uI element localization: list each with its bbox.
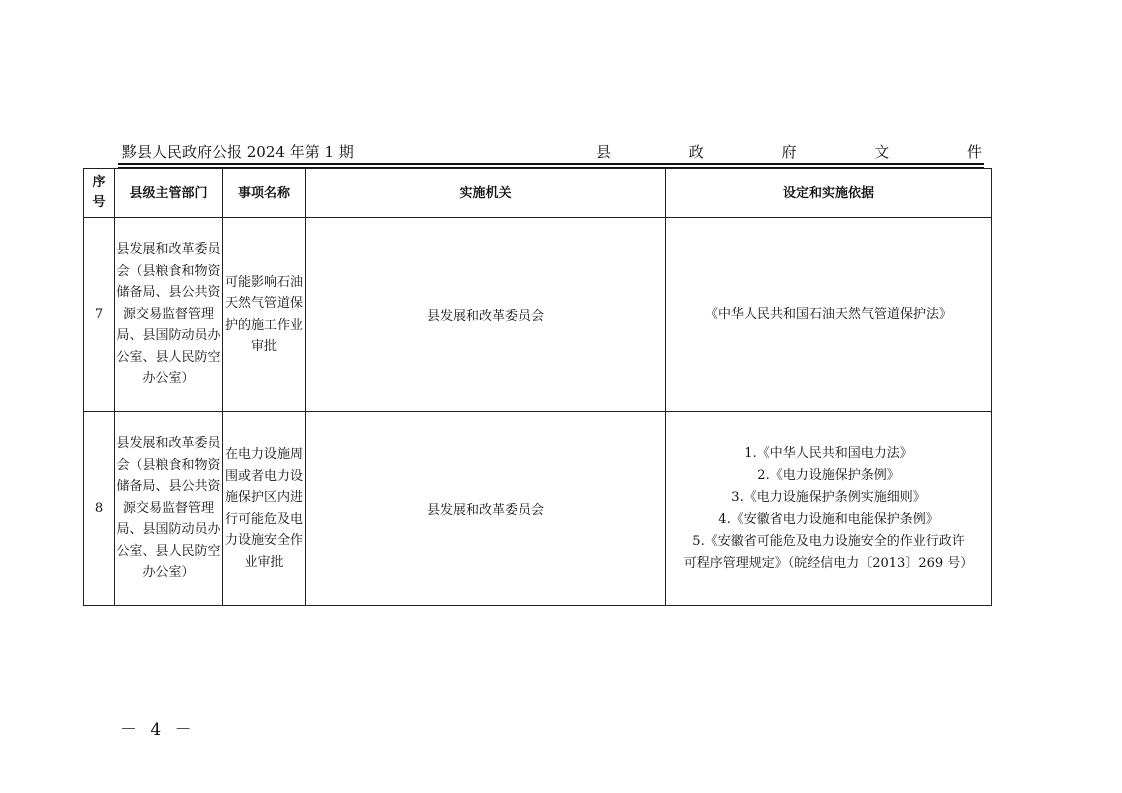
item-name-cell: 在电力设施周围或者电力设施保护区内进行可能危及电力设施安全作业审批 (223, 412, 306, 606)
department-cell: 县发展和改革委员会（县粮食和物资储备局、县公共资源交易监督管理局、县国防动员办公室、县人民防空办公室） (115, 412, 223, 606)
header-char: 件 (966, 143, 982, 161)
table-row (84, 218, 992, 412)
basis-line: 1.《中华人民共和国电力法》 (744, 445, 913, 461)
header-char: 政 (688, 143, 704, 161)
approval-items-table (83, 168, 992, 606)
page-header (118, 142, 984, 164)
header-char: 文 (874, 143, 890, 161)
agency-cell: 县发展和改革委员会 (306, 218, 666, 412)
bulletin-title: 黟县人民政府公报 2024 年第 1 期 (122, 143, 354, 161)
column-header-basis: 设定和实施依据 (666, 169, 992, 218)
basis-line: 3.《电力设施保护条例实施细则》 (731, 489, 926, 505)
serial-cell: 7 (84, 218, 115, 412)
agency-cell: 县发展和改革委员会 (306, 412, 666, 606)
page-number: － 4 － (120, 720, 196, 740)
basis-line: 5.《安徽省可能危及电力设施安全的作业行政许 (692, 533, 965, 549)
department-cell: 县发展和改革委员会（县粮食和物资储备局、县公共资源交易监督管理局、县国防动员办公室、县人民防空办公室） (115, 218, 223, 412)
header-char: 县 (596, 143, 612, 161)
column-header-item-name: 事项名称 (223, 169, 306, 218)
header-rule-thick (118, 163, 984, 165)
document-type-label (596, 142, 982, 162)
header-char: 府 (781, 143, 797, 161)
column-header-agency: 实施机关 (306, 169, 666, 218)
basis-line: 4.《安徽省电力设施和电能保护条例》 (718, 511, 939, 527)
basis-line: 可程序管理规定》（皖经信电力〔2013〕269 号） (683, 555, 974, 571)
table-header-row (84, 169, 992, 218)
basis-cell (666, 218, 992, 412)
basis-line: 《中华人民共和国石油天然气管道保护法》 (704, 306, 952, 322)
column-header-serial: 序号 (84, 169, 115, 218)
basis-line: 2.《电力设施保护条例》 (757, 467, 900, 483)
table-row (84, 412, 992, 606)
serial-cell: 8 (84, 412, 115, 606)
basis-cell (666, 412, 992, 606)
item-name-cell: 可能影响石油天然气管道保护的施工作业审批 (223, 218, 306, 412)
column-header-department: 县级主管部门 (115, 169, 223, 218)
